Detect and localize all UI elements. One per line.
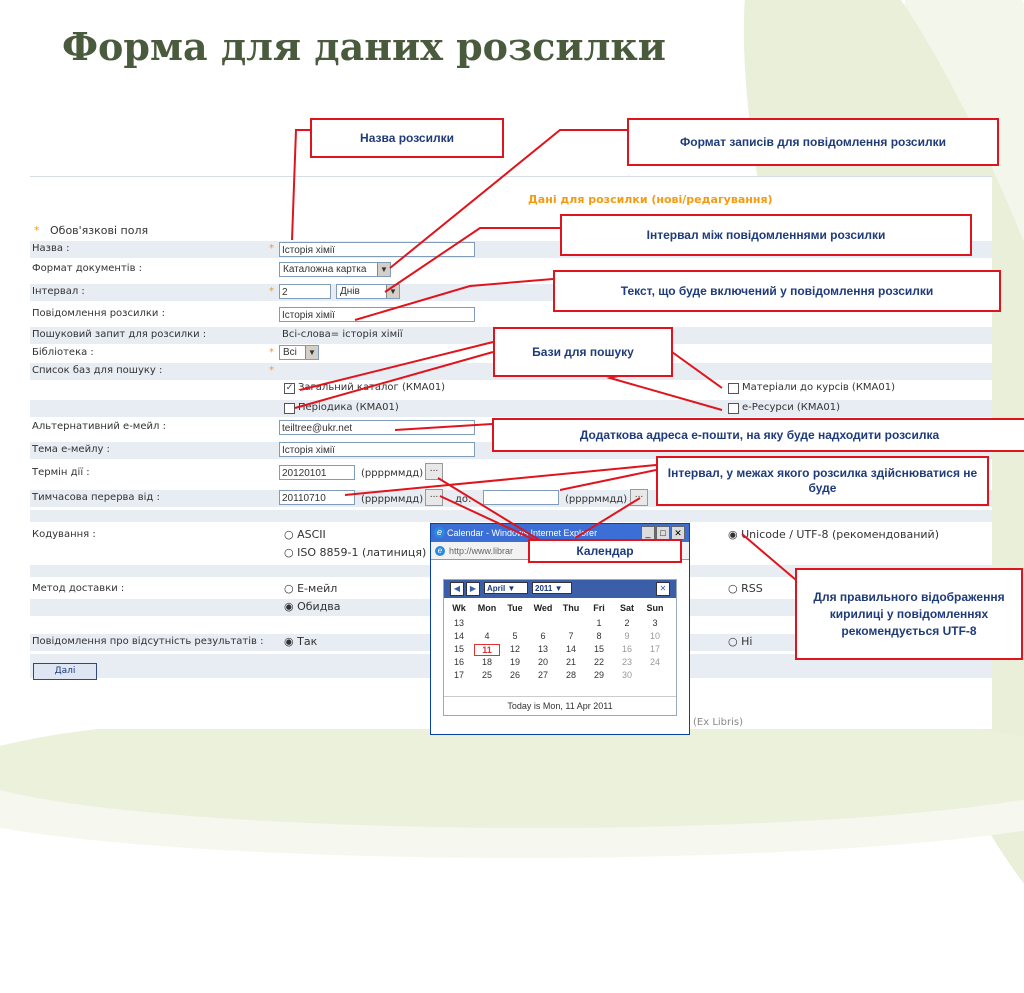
label-db-list: Список баз для пошуку : [32,365,163,376]
calendar-picker-button[interactable]: ... [425,463,443,480]
callout-utf8: Для правильного відображення кирилиці у повідомленнях рекомендується UTF-8 [795,568,1023,660]
delivery-email-radio[interactable]: ○ Е-мейл [284,582,338,595]
calendar-day[interactable]: 20 [537,657,548,667]
calendar-weekday-header: Sun [646,603,664,613]
year-select[interactable]: 2011 ▼ [532,582,572,594]
calendar-weekday-header: Thu [562,603,580,613]
valid-until-input[interactable]: 20120101 [279,465,355,480]
ie-icon: e [434,527,445,538]
calendar-day[interactable]: 13 [537,644,548,654]
calendar-close-icon[interactable]: ✕ [656,582,670,596]
calendar-day[interactable]: 18 [481,657,492,667]
calendar-day[interactable]: 27 [537,670,548,680]
maximize-icon[interactable]: □ [656,526,670,540]
callout-interval: Інтервал між повідомленнями розсилки [560,214,972,256]
calendar-day[interactable]: 6 [540,631,546,641]
required-star: * [269,243,274,254]
interval-unit-select[interactable]: Днів ▼ [336,284,400,299]
chevron-down-icon: ▼ [377,263,390,276]
library-select[interactable]: Всі ▼ [279,345,319,360]
calendar-day[interactable]: 15 [593,644,604,654]
calendar-day[interactable]: 23 [621,657,632,667]
calendar-day[interactable]: 22 [593,657,604,667]
connector-cal-2 [440,496,541,543]
calendar-day[interactable]: 21 [565,657,576,667]
db-label-general-catalog: Загальний каталог (КМА01) [298,382,446,393]
label-doc-format: Формат документів : [32,263,143,274]
calendar-weekday-header: Wed [533,603,553,613]
calendar-day[interactable]: 16 [621,644,632,654]
calendar-day[interactable]: 8 [596,631,602,641]
alt-email-input[interactable]: teiltree@ukr.net [279,420,475,435]
calendar-week-number: 13 [453,618,464,628]
month-select[interactable]: April ▼ [484,582,528,594]
required-note: * Обов'язкові поля [34,224,149,237]
footer-text: (Ex Libris) [693,717,744,728]
calendar-day[interactable]: 2 [624,618,630,628]
connector-cal-3 [575,498,640,538]
encoding-ascii-radio[interactable]: ○ ASCII [284,528,326,541]
connector-db-general [300,342,493,390]
connector-interval [385,228,560,292]
label-delivery: Метод доставки : [32,583,125,594]
label-no-results: Повідомлення про відсутність результатів : [32,636,264,647]
callout-calendar: Календар [528,539,682,563]
slide-title: Форма для даних розсилки [62,24,666,69]
chevron-down-icon: ▼ [305,346,318,359]
message-input[interactable]: Історія хімії [279,307,475,322]
connector-utf8 [742,534,796,580]
connector-text [355,279,553,320]
calendar-day[interactable]: 5 [512,631,518,641]
email-subject-input[interactable]: Історія хімії [279,442,475,457]
db-label-periodicals: Періодика (КМА01) [298,402,399,413]
required-star: * [269,286,274,297]
calendar-day[interactable]: 3 [652,618,658,628]
calendar-week-number: 17 [453,670,464,680]
calendar-day[interactable]: 11 [474,644,500,656]
delivery-both-radio[interactable]: ◉ Обидва [284,600,341,613]
delivery-rss-radio[interactable]: ○ RSS [728,582,763,595]
calendar-weekday-header: Fri [593,603,605,613]
calendar-weekday-header: Wk [452,603,466,613]
query-value: Всі-слова= історія хімії [282,329,403,340]
to-label: до: [455,494,472,505]
calendar-day[interactable]: 9 [624,631,630,641]
close-icon[interactable]: ✕ [671,526,685,540]
connector-db-periodicals [295,352,493,408]
calendar-picker-button[interactable]: ... [425,489,443,506]
next-month-icon[interactable]: ▶ [466,582,480,596]
label-email-subject: Тема е-мейлу : [32,444,110,455]
form-header: Дані для розсилки (нові/редагування) [528,193,773,206]
encoding-iso-radio[interactable]: ○ ISO 8859-1 (латиниця) [284,546,427,559]
calendar-weekday-header: Mon [477,603,497,613]
next-button[interactable]: Далі [33,663,97,680]
no-results-no-radio[interactable]: ○ Ні [728,635,753,648]
calendar-day[interactable]: 4 [484,631,490,641]
required-star: * [269,347,274,358]
calendar-day[interactable]: 24 [649,657,660,667]
label-alt-email: Альтернативний е-мейл : [32,421,166,432]
ie-icon: e [435,546,445,556]
no-results-yes-radio[interactable]: ◉ Так [284,635,318,648]
calendar-day[interactable]: 17 [649,644,660,654]
calendar-weekday-header: Sat [619,603,634,613]
label-encoding: Кодування : [32,529,96,540]
calendar-week-number: 16 [453,657,464,667]
label-pause-from: Тимчасова перерва від : [32,492,160,503]
label-interval: Інтервал : [32,286,85,297]
calendar-day[interactable]: 1 [596,618,602,628]
db-label-e-resources: е-Ресурси (КМА01) [742,402,840,413]
chevron-down-icon: ▼ [386,285,399,298]
doc-format-select[interactable]: Каталожна картка ▼ [279,262,391,277]
connector-cal-1 [438,478,541,541]
label-library: Бібліотека : [32,347,94,358]
connector-name [292,130,310,240]
calendar-day[interactable]: 25 [481,670,492,680]
calendar-day[interactable]: 12 [509,644,520,654]
connector-email [395,424,492,430]
calendar-day[interactable]: 30 [621,670,632,680]
required-star: * [269,365,274,376]
calendar-weekday-header: Tue [507,603,523,613]
label-name: Назва : [32,243,70,254]
label-message: Повідомлення розсилки : [32,308,165,319]
calendar-day[interactable]: 19 [509,657,520,667]
calendar-picker-button[interactable]: ... [630,489,648,506]
calendar-day[interactable]: 10 [649,631,660,641]
calendar-day[interactable]: 28 [565,670,576,680]
pause-from-input[interactable]: 20110710 [279,490,355,505]
calendar-day[interactable]: 7 [568,631,574,641]
connector-db-materials [672,352,722,388]
label-valid-until: Термін дії : [32,467,90,478]
calendar-address-text: http://www.librar [449,546,514,556]
calendar-day[interactable]: 14 [565,644,576,654]
callout-databases: Бази для пошуку [493,327,673,377]
calendar-week-number: 14 [453,631,464,641]
date-format-hint: (ррррммдд) [565,494,628,505]
encoding-utf8-radio[interactable]: ◉ Unicode / UTF-8 (рекомендований) [728,528,939,541]
date-format-hint: (ррррммдд) [361,494,424,505]
callout-email: Додаткова адреса е-пошти, на яку буде надходити розсилка [492,418,1024,452]
db-label-course-materials: Матеріали до курсів (КМА01) [742,382,896,393]
prev-month-icon[interactable]: ◀ [450,582,464,596]
date-format-hint: (ррррммдд) [361,468,424,479]
db-checkbox-general-catalog[interactable]: ✓ [285,383,294,393]
name-input[interactable]: Історія хімії [279,242,475,257]
calendar-day[interactable]: 29 [593,670,604,680]
calendar-today-text: Today is Mon, 11 Apr 2011 [444,696,676,715]
callout-text: Текст, що буде включений у повідомлення розсилки [553,270,1001,312]
calendar-week-number: 15 [453,644,464,654]
callout-name: Назва розсилки [310,118,504,158]
callout-format: Формат записів для повідомлення розсилки [627,118,999,166]
interval-number-input[interactable]: 2 [279,284,331,299]
minimize-icon[interactable]: _ [641,526,655,540]
calendar-day[interactable]: 26 [509,670,520,680]
calendar-window-title: Calendar - Windows Internet Explorer [447,528,598,538]
callout-pause: Інтервал, у межах якого розсилка здійснюватися не буде [656,456,989,506]
label-query: Пошуковий запит для розсилки : [32,329,207,340]
